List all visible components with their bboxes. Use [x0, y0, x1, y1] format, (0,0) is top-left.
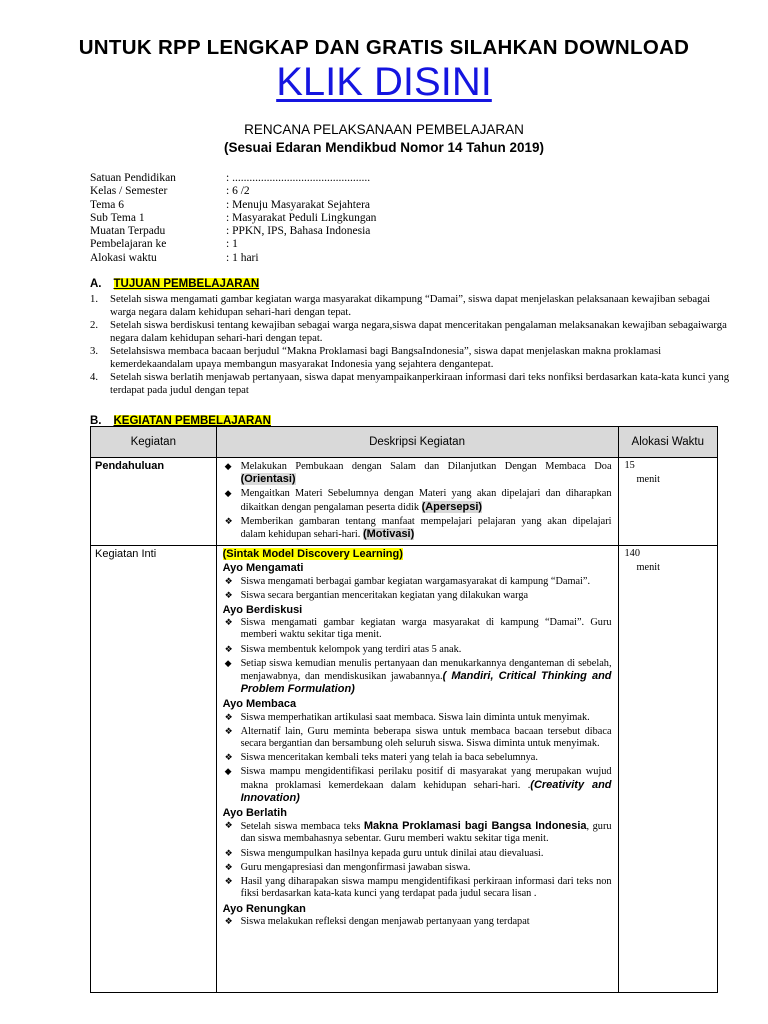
flower-bullet-icon: ❖ — [224, 726, 233, 737]
flower-bullet-icon: ❖ — [224, 590, 233, 601]
list-number: 3. — [90, 345, 99, 357]
list-text: , guru dan siswa membahasnya sebentar. Guru memberi waktu sekitar tiga menit. — [240, 821, 612, 845]
header-kegiatan: Kegiatan — [91, 427, 217, 458]
flower-bullet-icon: ❖ — [224, 862, 233, 873]
flower-bullet-icon: ❖ — [224, 618, 233, 629]
flower-bullet-icon: ❖ — [224, 821, 233, 832]
list-text: Memberikan gambaran tentang manfaat mempelajari pelajaran yang akan dipelajari dalam kehidupan sehari-hari. — [240, 515, 612, 541]
list-item — [223, 766, 612, 805]
info-label: Tema 6 — [90, 198, 125, 211]
list-item — [223, 461, 612, 486]
list-item — [223, 617, 612, 641]
info-value: : ................................................ — [226, 172, 371, 184]
activity-table — [90, 426, 718, 993]
section-b-title: KEGIATAN PEMBELAJARAN — [113, 415, 271, 427]
spacer — [223, 930, 612, 990]
diamond-bullet-icon: ◆ — [224, 658, 232, 669]
flower-bullet-icon: ❖ — [224, 644, 233, 655]
doc-subtitle: (Sesuai Edaran Mendikbud Nomor 14 Tahun 2019) — [223, 140, 545, 155]
skill-tag: (Creativity and Innovation) — [240, 778, 612, 804]
model-text: (Sintak Model Discovery Learning) — [222, 548, 403, 561]
table-header-row — [91, 427, 718, 458]
list-text: Siswa mengamati gambar kegiatan warga masyarakat di kampung “Damai”. Guru memberi waktu sekitar tiga menit. — [240, 617, 612, 641]
list-item — [90, 371, 730, 396]
row-label-pendahuluan: Pendahuluan — [91, 458, 217, 546]
list-text: Siswa mengamati berbagai gambar kegiatan wargamasyarakat di kampung “Damai”. — [240, 575, 591, 587]
list-item — [223, 516, 612, 541]
list-item — [223, 876, 612, 900]
list-text: Siswa melakukan refleksi dengan menjawab pertanyaan yang terdapat — [240, 915, 530, 927]
info-value: : PPKN, IPS, Bahasa Indonesia — [226, 225, 371, 238]
inti-description — [216, 546, 618, 993]
list-item — [223, 590, 612, 602]
list-text: Siswa secara bergantian menceritakan kegiatan yang dilakukan warga — [240, 589, 529, 601]
list-item — [223, 488, 612, 513]
inti-time — [618, 546, 717, 993]
time-unit: menit — [636, 562, 660, 574]
diamond-bullet-icon: ◆ — [224, 489, 232, 500]
list-text: Setelah siswa berlatih menjawab pertanyaan, siswa dapat menyampaikanperkiraan informasi dari teks nonfiksi berdasarkan kata-kata kunci yang terdapat pada judul dengan tepat — [110, 371, 730, 396]
doc-title: RENCANA PELAKSANAAN PEMBELAJARAN — [244, 122, 524, 137]
reading-title: Makna Proklamasi bagi Bangsa Indonesia — [363, 820, 587, 833]
time-unit: menit — [636, 474, 660, 486]
info-label: Satuan Pendidikan — [90, 172, 176, 184]
list-text: Setelah siswa berdiskusi tentang kewajiban sebagai warga negara,siswa dapat menceritakan pengalaman melaksanakan kewajiban sebagaiwarga negara dalam kehidupan sehari-hari dengan tepat. — [110, 319, 727, 344]
list-item — [223, 658, 612, 697]
info-value: : Masyarakat Peduli Lingkungan — [226, 211, 377, 224]
list-text: Melakukan Pembukaan dengan Salam dan Dilanjutkan Dengan Membaca Doa — [240, 461, 612, 472]
list-number: 2. — [90, 319, 99, 331]
subheading-berlatih: Ayo Berlatih — [222, 807, 287, 820]
flower-bullet-icon: ❖ — [224, 877, 233, 888]
list-item — [90, 293, 730, 318]
info-label: Alokasi waktu — [90, 251, 157, 264]
list-text: Mengaitkan Materi Sebelumnya dengan Materi yang akan dipelajari dan diharapkan dikaitkan dengan pengalaman peserta didik — [240, 488, 612, 513]
section-b-letter: B. — [90, 415, 102, 427]
list-text: Hasil yang diharapakan siswa mampu mengidentifikasi perkiraan informasi dari teks non fiksi berdasarkan kata-kata kunci yang terdapat pada judul secara lisan . — [240, 876, 612, 900]
download-link[interactable]: KLIK DISINI — [276, 60, 492, 104]
flower-bullet-icon: ❖ — [224, 753, 233, 764]
table-row — [91, 458, 718, 546]
time-value: 140 — [624, 548, 640, 560]
list-text: Siswa mampu mengidentifikasi perilaku positif di masyarakat yang merupakan wujud makna proklamasi kemerdekaan dalam kehidupan sehari-hari. . — [240, 766, 612, 791]
row-label-inti: Kegiatan Inti — [91, 546, 217, 993]
list-item — [223, 726, 612, 750]
list-item — [223, 916, 612, 928]
subheading-berdiskusi: Ayo Berdiskusi — [222, 604, 303, 617]
time-value: 15 — [624, 460, 635, 471]
stage-tag: (Motivasi) — [362, 528, 415, 541]
list-item — [223, 576, 612, 588]
info-value: : Menuju Masyarakat Sejahtera — [226, 198, 371, 211]
header-deskripsi: Deskripsi Kegiatan — [216, 427, 618, 458]
list-text: Setelahsiswa membaca bacaan berjudul “Makna Proklamasi bagi BangsaIndonesia”, siswa dapat menjelaskan makna proklamasi kemerdekaandalam upaya membangun masyarakat Indonesia yang sejahtera dengantepat. — [110, 345, 662, 370]
subheading-membaca: Ayo Membaca — [222, 698, 297, 711]
list-text: Siswa memperhatikan artikulasi saat membaca. Siswa lain diminta untuk menyimak. — [240, 711, 590, 723]
pendahuluan-time — [618, 458, 717, 546]
header-alokasi: Alokasi Waktu — [618, 427, 717, 458]
banner-title: UNTUK RPP LENGKAP DAN GRATIS SILAHKAN DOWNLOAD — [78, 36, 690, 59]
list-item — [223, 752, 612, 764]
info-label: Pembelajaran ke — [90, 238, 167, 251]
list-text: Setiap siswa kemudian menulis pertanyaan dan menukarkannya denganteman di sebelah, menjawabnya, dan mendiskusikan jawabannya. — [240, 657, 612, 683]
model-label — [223, 548, 612, 561]
section-a-title: TUJUAN PEMBELAJARAN — [113, 278, 260, 290]
list-item — [223, 712, 612, 724]
stage-tag: (Apersepsi) — [421, 500, 483, 513]
subheading-renungkan: Ayo Renungkan — [222, 902, 306, 915]
pendahuluan-description — [216, 458, 618, 546]
list-item — [223, 862, 612, 874]
list-text: Siswa mengumpulkan hasilnya kepada guru untuk dinilai atau dievaluasi. — [240, 847, 544, 859]
list-number: 4. — [90, 371, 99, 383]
list-item — [90, 345, 730, 370]
flower-bullet-icon: ❖ — [224, 516, 233, 527]
info-value: : 1 — [226, 238, 238, 251]
flower-bullet-icon: ❖ — [224, 848, 233, 859]
list-text: Setelah siswa membaca teks — [240, 821, 361, 833]
list-text: Setelah siswa mengamati gambar kegiatan warga masyarakat dikampung “Damai”, siswa dapat menjelaskan pelaksanaan kewajiban sebagai warga negara dalam kehidupan sehari-hari dengan tepat. — [110, 293, 711, 318]
list-item — [90, 319, 730, 344]
flower-bullet-icon: ❖ — [224, 916, 233, 927]
list-item — [223, 644, 612, 656]
list-item — [223, 820, 612, 845]
list-text: Siswa membentuk kelompok yang terdiri atas 5 anak. — [240, 643, 462, 655]
info-label: Muatan Terpadu — [90, 225, 166, 238]
info-label: Sub Tema 1 — [90, 211, 145, 224]
list-text: Alternatif lain, Guru meminta beberapa siswa untuk membaca bacaan tersebut dibaca secara bergantian dan bersambung oleh seluruh siswa. Siswa diminta untuk menyimak. — [240, 725, 612, 750]
section-a-heading — [90, 278, 259, 290]
list-item — [223, 848, 612, 860]
subheading-mengamati: Ayo Mengamati — [222, 562, 304, 575]
info-value: : 6 /2 — [226, 185, 250, 198]
flower-bullet-icon: ❖ — [224, 576, 233, 587]
diamond-bullet-icon: ◆ — [224, 767, 232, 778]
objectives-list — [90, 293, 730, 397]
diamond-bullet-icon: ◆ — [224, 462, 232, 472]
info-label: Kelas / Semester — [90, 185, 168, 198]
stage-tag: (Orientasi) — [240, 473, 296, 486]
section-a-letter: A. — [90, 278, 102, 290]
list-number: 1. — [90, 293, 99, 305]
info-value: : 1 hari — [226, 251, 259, 264]
flower-bullet-icon: ❖ — [224, 712, 233, 723]
table-row — [91, 546, 718, 993]
skill-tag: ( Mandiri, Critical Thinking and Problem Formulation) — [240, 670, 612, 696]
list-text: Siswa menceritakan kembali teks materi yang telah ia baca sebelumnya. — [240, 752, 538, 764]
list-text: Guru mengapresiasi dan mengonfirmasi jawaban siswa. — [240, 861, 471, 873]
